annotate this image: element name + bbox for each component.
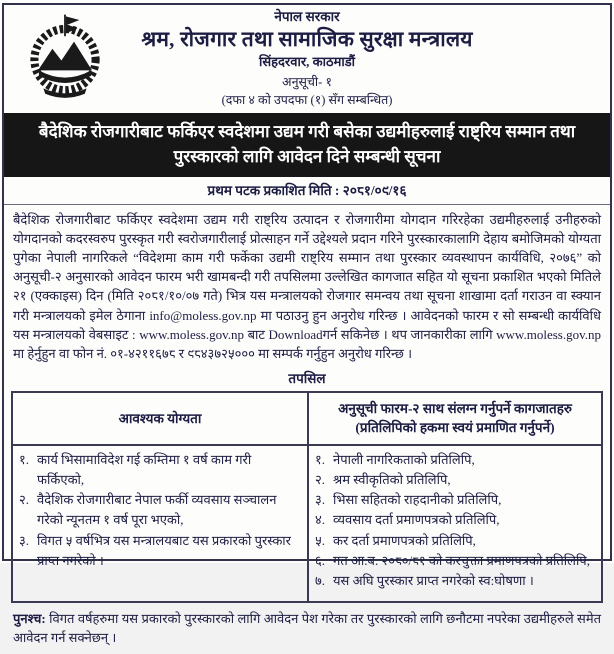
website-text-1: www.moless.gov.np [139, 326, 245, 342]
body-text-2: मा पठाउनु हुन अनुरोध गरिन्छ । आवेदनको फारम र सो सम्बन्धी कार्यविधि यस मन्त्रालयको वेबसाइट : [13, 307, 601, 342]
item-number: ३. [315, 492, 326, 508]
documents-list [307, 446, 601, 601]
qualification-item [19, 490, 301, 530]
item-text: श्रम स्वीकृतिको प्रतिलिपि, [333, 472, 451, 488]
postscript-note [4, 603, 610, 654]
documents-header-line2: (प्रतिलिपिको हकमा स्वयं प्रमाणित गर्नुपर्ने) [355, 420, 555, 436]
government-name: नेपाल सरकार [274, 9, 340, 24]
body-text-1: बैदेशिक रोजगारीबाट फर्किएर स्वदेशमा उद्यम गरी राष्ट्रिय उत्पादन र रोजगारीमा योगदान गरिरहेका उद्यमीहरुलाई उनीहरुको योगदानको कदरस्वरुप पुरस्कृत गरी स्वरोजगारीलाई प्रोत्साहन गर्ने उद्देश्यले प्रदान गरिने पुरस्कारकालागि देहाय बमोजिमको योग्यता पुगेका नेपाली नागरिकले “विदेशमा काम गरी फर्केका उद्यमी राष्ट्रिय सम्मान तथा पुरस्कार व्यवस्थापन कार्यविधि, २०७६” को अनुसूची-२ अनुसारको आवेदन फारम भरी खामबन्दी गरी तपसिलमा उल्लेखित कागजात सहित यो सूचना प्रकाशित भएको मितिले २१ (एक्काइस) दिन (मिति २०८१/१०/०७ गते) भित्र यस मन्त्रालयको रोजगार समन्वय तथा सूचना शाखामा दर्ता गराउन वा स्क्यान गरी मन्त्रालयको इमेल ठेगाना [13, 211, 601, 323]
tapasil-heading: तपसिल [288, 370, 326, 386]
document-item [315, 490, 595, 510]
item-number: ६. [315, 552, 326, 568]
item-text: कार्य भिसामाविदेश गई कम्तिमा १ वर्ष काम गरी फर्किएको, [37, 451, 252, 488]
table-header-qualifications [13, 393, 307, 446]
item-text: व्यवसाय दर्ता प्रमाणपत्रको प्रतिलिपि, [333, 512, 500, 528]
item-number: २. [315, 472, 326, 488]
item-text: कर दर्ता प्रमाणपत्रको प्रतिलिपि, [333, 532, 476, 548]
ministry-name: श्रम, रोजगार तथा सामाजिक सुरक्षा मन्त्रालय [141, 27, 473, 52]
item-number: २. [19, 492, 30, 508]
requirements-table [11, 391, 603, 603]
table-header-documents [307, 393, 601, 446]
notice-border-frame [2, 3, 612, 646]
item-number: १. [315, 451, 326, 467]
item-text: विगत ५ वर्षभित्र यस मन्त्रालयबाट यस प्रकारको पुरस्कार प्राप्त नगरेको । [37, 532, 291, 568]
item-text: भिसा सहितको राहदानीको प्रतिलिपि, [333, 492, 502, 508]
email-text: info@moless.gov.np [149, 307, 257, 323]
body-text-4: मा हेर्नुहुन वा फोन नं. ०१-४२११६७८ र ९८४३७२५००० मा सम्पर्क गर्नुहुन अनुरोध गरिन्छ । [13, 345, 413, 361]
item-text: गत आ.ब. २०८०/८१ को करचुक्ता प्रमाणपत्रको प्रतिलिपि, [333, 552, 590, 568]
document-item [315, 571, 595, 591]
item-text: नेपाली नागरिकताको प्रतिलिपि, [333, 451, 475, 467]
postscript-label: पुनश्च: [13, 610, 46, 626]
item-text: वैदेशिक रोजगारीबाट नेपाल फर्की व्यवसाय सञ्चालन गरेको न्यूनतम १ वर्ष पूरा भएको, [37, 492, 277, 528]
nepal-emblem-icon [18, 11, 112, 101]
document-item [315, 450, 595, 470]
notice-body-paragraph [4, 205, 610, 366]
document-item [315, 531, 595, 551]
document-item [315, 470, 595, 490]
item-text: यस अघि पुरस्कार प्राप्त नगरेको स्व:घोषणा । [333, 572, 534, 588]
ministry-address: सिंहदरवार, काठमाडौं [258, 54, 356, 70]
qualification-item [19, 450, 301, 490]
item-number: ४. [315, 512, 326, 528]
qualifications-header-text: आवश्यक योग्यता [118, 410, 202, 426]
document-item [315, 510, 595, 530]
item-number: ७. [315, 572, 326, 588]
item-number: ५. [315, 532, 326, 548]
schedule-label: अनुसूची- १ [282, 74, 332, 89]
qualification-item [19, 531, 301, 571]
body-text-3: बाट Downloadगर्न सकिनेछ । थप जानकारीका लागि [244, 326, 497, 342]
website-text-2: www.moless.gov.np [496, 326, 601, 342]
published-date-line: प्रथम पटक प्रकाशित मिति : २०८१/०९/१६ [4, 177, 610, 205]
document-item [315, 551, 595, 571]
notice-title-banner: बैदेशिक रोजगारीबाट फर्किएर स्वदेशमा उद्यम गरी बसेका उद्यमीहरुलाई राष्ट्रिय सम्मान तथा पुरस्कारको लागि आवेदन दिने सम्बन्धी सूचना [4, 113, 610, 177]
qualifications-list [13, 446, 307, 601]
item-number: १. [19, 451, 30, 467]
clause-reference: (दफा ४ को उपदफा (१) सँग सम्बन्धित) [221, 92, 393, 107]
item-number: ३. [19, 532, 30, 548]
postscript-text: विगत वर्षहरुमा यस प्रकारको पुरस्कारको लागि आवेदन पेश गरेका तर पुरस्कारको लागि छनौटमा नपरेका उद्यमीहरुले समेत आवेदन गर्न सक्नेछन् । [13, 610, 601, 646]
documents-header-line1: अनुसूची फारम-२ साथ संलग्न गर्नुपर्ने कागजातहरु [338, 400, 572, 416]
